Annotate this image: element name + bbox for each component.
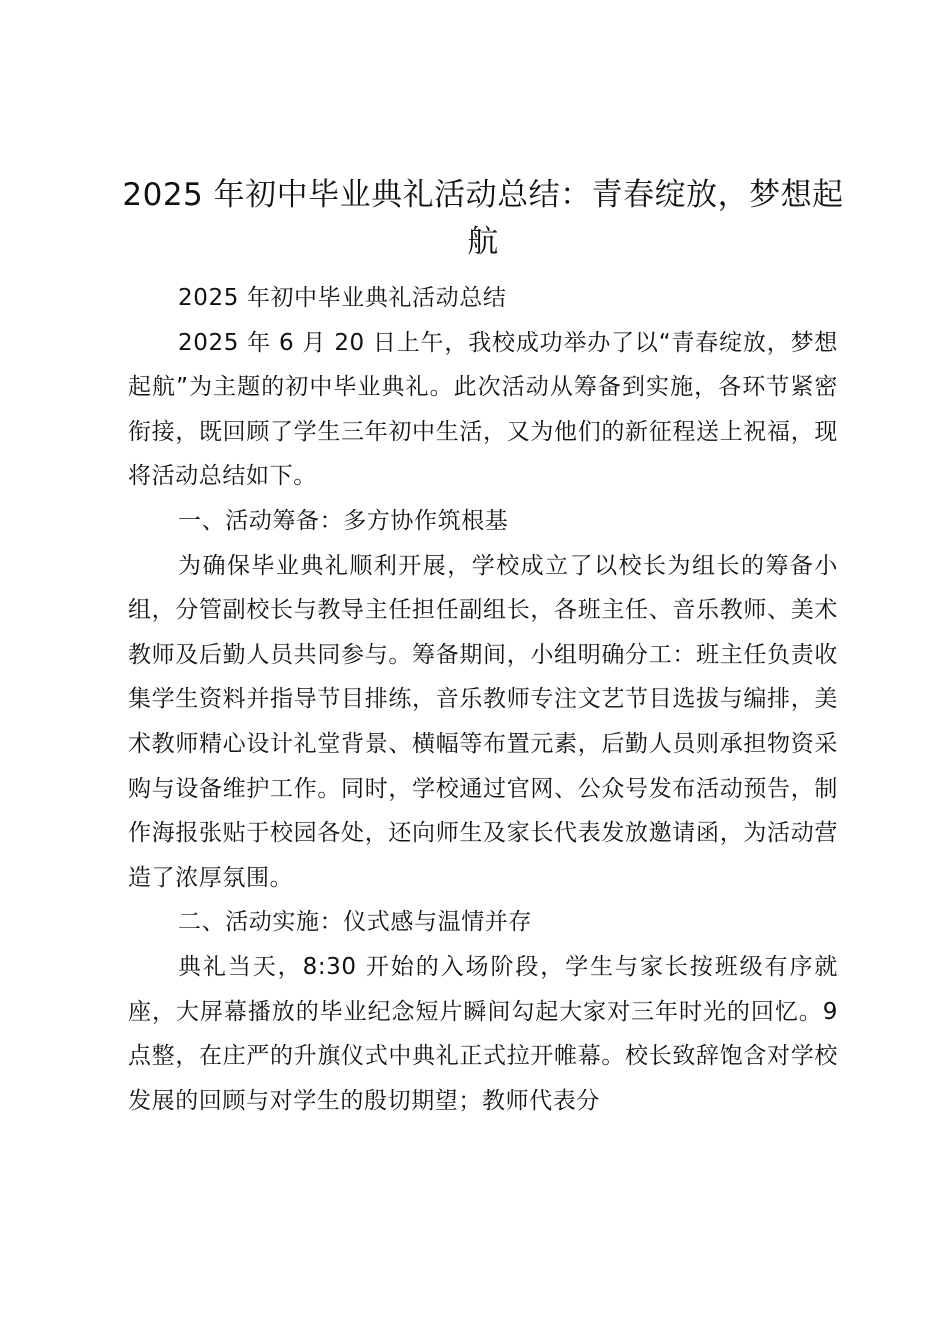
subtitle-paragraph: 2025 年初中毕业典礼活动总结 <box>178 285 507 311</box>
document-page <box>122 172 844 1123</box>
section-heading-implementation: 二、活动实施：仪式感与温情并存 <box>178 909 532 936</box>
preparation-paragraph: 为确保毕业典礼顺利开展，学校成立了以校长为组长的筹备小组，分管副校长与教导主任担任副组长，各班主任、音乐教师、美术教师及后勤人员共同参与。筹备期间，小组明确分工：班主任负责收集学生资料并指导节目排练，音乐教师专注文艺节目选拔与编排，美术教师精心设计礼堂背景、横幅等布置元素，后勤人员则承担物资采购与设备维护工作。同时，学校通过官网、公众号发布活动预告，制作海报张贴于校园各处，还向师生及家长代表发放邀请函，为活动营造了浓厚氛围。 <box>128 552 838 891</box>
document-title: 2025 年初中毕业典礼活动总结：青春绽放，梦想起航 <box>122 177 844 260</box>
section-heading-preparation: 一、活动筹备：多方协作筑根基 <box>178 507 509 534</box>
implementation-paragraph: 典礼当天，8:30 开始的入场阶段，学生与家长按班级有序就座，大屏幕播放的毕业纪念短片瞬间勾起大家对三年时光的回忆。9 点整，在庄严的升旗仪式中典礼正式拉开帷幕。校长致辞饱含对学校发展的回顾与对学生的殷切期望；教师代表分 <box>128 953 838 1114</box>
intro-paragraph: 2025 年 6 月 20 日上午，我校成功举办了以“青春绽放，梦想起航”为主题的初中毕业典礼。此次活动从筹备到实施，各环节紧密衔接，既回顾了学生三年初中生活，又为他们的新征程送上祝福，现将活动总结如下。 <box>128 329 838 490</box>
